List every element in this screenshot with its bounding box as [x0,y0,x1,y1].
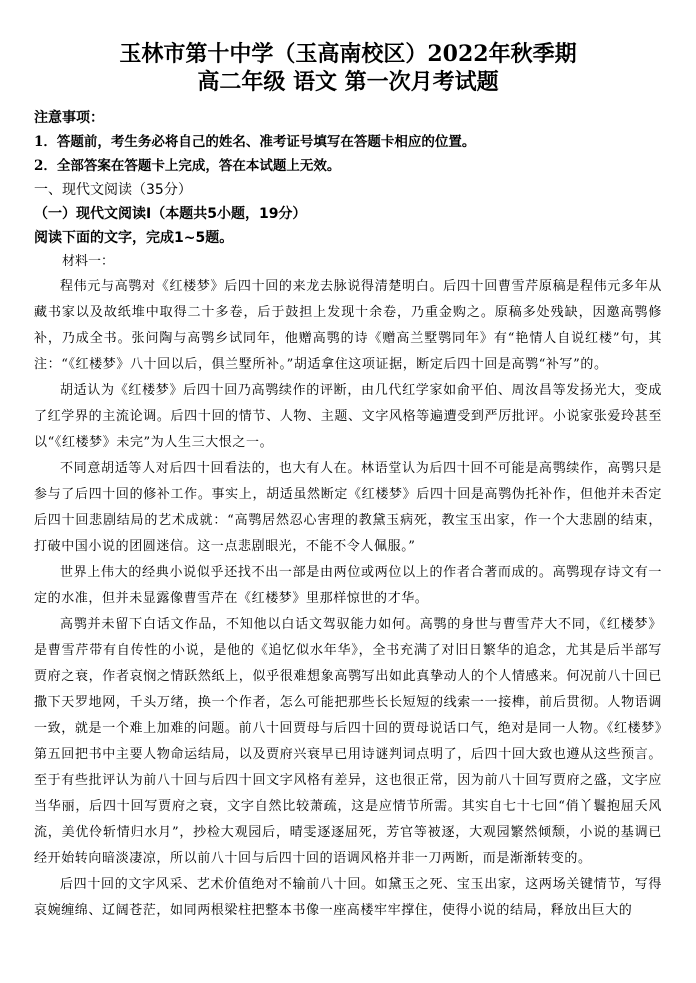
part-1-heading: 一、现代文阅读（35分） [34,182,192,198]
note-item-1: 1．答题前，考生务必将自己的姓名、准考证号填写在答题卡相应的位置。 [34,134,476,150]
note-item-2: 2．全部答案在答题卡上完成，答在本试题上无效。 [34,158,341,174]
material-paragraph: 后四十回的文字风采、艺术价值绝对不输前八十回。如黛玉之死、宝玉出家，这两场关键情节，写得哀婉缠绵、辽阔苍茫，如同两根梁柱把整本书像一座高楼牢牢撑住，使得小说的结局，释放出巨大的 [34,877,662,918]
part-1-subheading: （一）现代文阅读Ⅰ（本题共5小题，19分） [34,206,307,222]
exam-title-line1: 玉林市第十中学（玉高南校区）2022年秋季期 [119,41,577,67]
material-paragraph: 程伟元与高鹗对《红楼梦》后四十回的来龙去脉说得清楚明白。后四十回曹雪芹原稿是程伟元多年从藏书家以及故纸堆中取得二十多卷，后于鼓担上发现十余卷，乃重金购之。原稿多处残缺，因邀高鹗修补，乃成全书。张问陶与高鹗乡试同年，他赠高鹗的诗《赠高兰墅鹗同年》有“艳情人自说红楼”句，其注：“《红楼梦》八十回以后，俱兰墅所补。”胡适拿住这项证据，断定后四十回是高鹗“补写”的。 [34,279,662,372]
material-paragraph: 高鹗并未留下白话文作品，不知他以白话文驾驭能力如何。高鹗的身世与曹雪芹大不同，《红楼梦》是曹雪芹带有自传性的小说，是他的《追忆似水年华》，全书充满了对旧日繁华的追念，尤其是后半部写贾府之衰，作者哀悯之情跃然纸上，似乎很难想象高鹗写出如此真挚动人的个人情感来。何况前八十回已撒下天罗地网，千头万绪，换一个作者，怎么可能把那些长长短短的线索一一接榫，前后贯彻。人物语调一致，就是一个难上加难的问题。前八十回贾母与后四十回的贾母说话口气，绝对是同一人物。《红楼梦》第五回把书中主要人物命运结局，以及贾府兴衰早已用诗谜判词点明了，后四十回大致也遵从这些预言。至于有些批评认为前八十回与后四十回文字风格有差异，这也很正常，因为前八十回写贾府之盛，文字应当华丽，后四十回写贾府之衰，文字自然比较萧疏，这是应情节所需。其实自七十七回“俏丫鬟抱屈夭风流，美优伶斩情归水月”，抄检大观园后，晴雯逐逐屈死，芳官等被逐，大观园繁然倾颓，小说的基调已经开始转向暗淡凄凉，所以前八十回与后四十回的语调风格并非一刀两断，而是渐渐转变的。 [34,617,662,866]
material-paragraph: 胡适认为《红楼梦》后四十回乃高鹗续作的评断，由几代红学家如俞平伯、周汝昌等发扬光大，变成了红学界的主流论调。后四十回的情节、人物、主题、文字风格等遍遭受到严厉批评。小说家张爱玲甚至以“《红楼梦》未完”为人生三大恨之一。 [34,383,662,450]
exam-title-line2: 高二年级 语文 第一次月考试题 [197,69,499,95]
reading-instruction: 阅读下面的文字，完成1~5题。 [34,230,234,246]
material-label: 材料一： [62,254,115,269]
material-paragraph: 世界上伟大的经典小说似乎还找不出一部是由两位或两位以上的作者合著而成的。高鹗现存诗文有一定的水准，但并未显露像曹雪芹在《红楼梦》里那样惊世的才华。 [34,565,662,606]
material-paragraph: 不同意胡适等人对后四十回看法的，也大有人在。林语堂认为后四十回不可能是高鹗续作，高鹗只是参与了后四十回的修补工作。事实上，胡适虽然断定《红楼梦》后四十回是高鹗伪托补作，但他并未否定后四十回悲剧结局的艺术成就：“高鹗居然忍心害理的教黛玉病死，教宝玉出家，作一个大悲剧的结束，打破中国小说的团圆迷信。这一点悲剧眼光，不能不令人佩服。” [34,461,662,554]
notes-heading: 注意事项： [34,110,104,126]
